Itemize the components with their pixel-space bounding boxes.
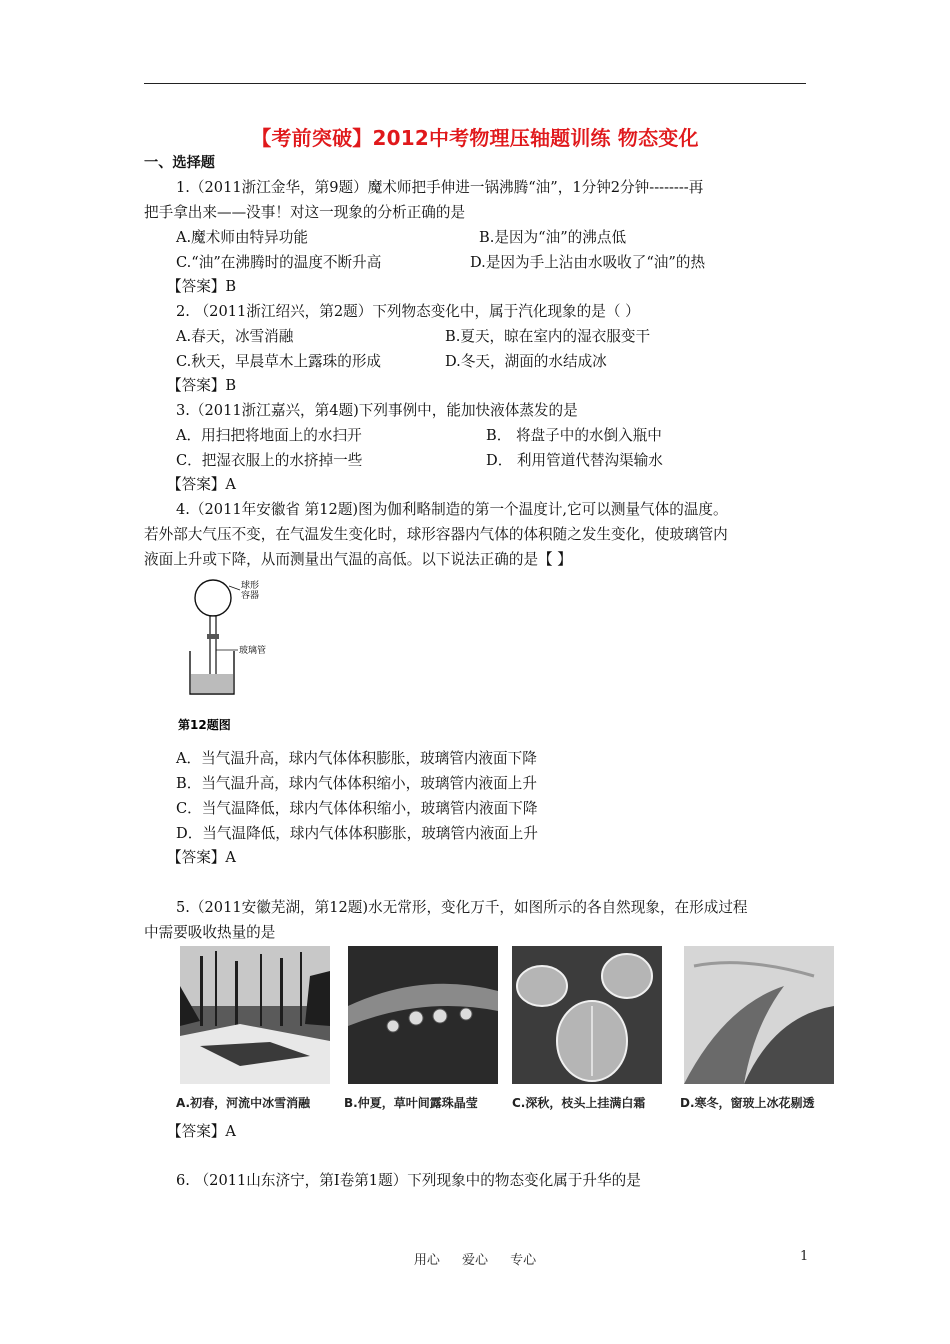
q1-stem-line1: 1.（2011浙江金华，第9题）魔术师把手伸进一锅沸腾“油”，1分钟2分钟--------再 [176, 179, 704, 196]
q1-option-c: C.“油”在沸腾时的温度不断升高 [176, 254, 382, 271]
q2-stem: 2. （2011浙江绍兴，第2题）下列物态变化中，属于汽化现象的是（ ） [176, 303, 640, 320]
q4-stem-line3: 液面上升或下降，从而测量出气温的高低。以下说法正确的是【 】 [144, 551, 572, 568]
q3-answer: 【答案】A [167, 476, 236, 493]
glass-tube [210, 616, 216, 678]
q2-option-c: C.秋天，早晨草木上露珠的形成 [176, 353, 382, 370]
q4-stem-line2: 若外部大气压不变，在气温发生变化时，球形容器内气体的体积随之发生变化，使玻璃管内 [144, 526, 728, 543]
q1-option-a: A.魔术师由特异功能 [176, 229, 308, 246]
q3-option-c: C．把湿衣服上的水挤掉一些 [176, 452, 363, 469]
q4-option-a: A．当气温升高，球内气体体积膨胀，玻璃管内液面下降 [176, 750, 537, 767]
caption-b: B.仲夏，草叶间露珠晶莹 [344, 1096, 478, 1110]
q1-answer: 【答案】B [167, 278, 237, 295]
q3-stem: 3.（2011浙江嘉兴，第4题)下列事例中，能加快液体蒸发的是 [176, 402, 578, 419]
footer-word-3: 专心 [510, 1253, 537, 1268]
footer-word-2: 爱心 [461, 1253, 488, 1268]
q5-stem-line1: 5.（2011安徽芜湖，第12题)水无常形，变化万千，如图所示的各自然现象，在形成过程 [176, 899, 748, 916]
q1-option-b: B.是因为“油”的沸点低 [479, 229, 627, 246]
q5-answer: 【答案】A [167, 1123, 236, 1140]
q6-stem: 6. （2011山东济宁，第Ⅰ卷第1题）下列现象中的物态变化属于升华的是 [176, 1172, 641, 1189]
photo-dewdrops [348, 946, 498, 1084]
q1-stem-line2: 把手拿出来——没事！对这一现象的分析正确的是 [144, 204, 466, 221]
q2-option-a: A.春天，冰雪消融 [176, 328, 294, 345]
q4-option-b: B．当气温升高，球内气体体积缩小，玻璃管内液面上升 [176, 775, 537, 792]
q2-option-b: B.夏天，晾在室内的湿衣服变干 [445, 328, 651, 345]
q1-option-d: D.是因为手上沾由水吸收了“油”的热 [470, 254, 706, 271]
footer-word-1: 用心 [413, 1253, 440, 1268]
section-heading: 一、选择题 [144, 155, 215, 171]
photo-frost-leaves [512, 946, 662, 1084]
q4-option-c: C．当气温降低，球内气体体积缩小，玻璃管内液面下降 [176, 800, 538, 817]
caption-a: A.初春，河流中冰雪消融 [176, 1096, 311, 1110]
page-title: 【考前突破】2012中考物理压轴题训练 物态变化 [251, 126, 699, 150]
photo-river-ice [180, 946, 330, 1084]
photo-window-frost [684, 946, 834, 1084]
q2-option-d: D.冬天，湖面的水结成冰 [445, 353, 607, 370]
figure-caption: 第12题图 [178, 718, 231, 732]
galileo-thermometer-figure [176, 576, 276, 736]
q4-stem-line1: 4.（2011年安徽省 第12题)图为伽利略制造的第一个温度计,它可以测量气体的温度。 [176, 501, 728, 518]
beaker-liquid [191, 674, 233, 693]
header-rule [144, 83, 806, 84]
q4-option-d: D．当气温降低，球内气体体积膨胀，玻璃管内液面上升 [176, 825, 538, 842]
q5-photo-strip [176, 946, 838, 1116]
q4-answer: 【答案】A [167, 849, 236, 866]
caption-c: C.深秋，枝头上挂满白霜 [512, 1096, 646, 1110]
thermometer-bulb [195, 580, 231, 616]
q5-stem-line2: 中需要吸收热量的是 [144, 924, 276, 941]
page-number: 1 [800, 1249, 809, 1264]
q3-option-d: D． 利用管道代替沟渠输水 [486, 452, 663, 469]
label-bulb-2: 容器 [241, 591, 260, 601]
label-bulb-1: 球形 [241, 581, 260, 591]
tube-clamp [207, 634, 219, 639]
caption-d: D.寒冬，窗玻上冰花剔透 [680, 1096, 815, 1110]
bulb-pointer [229, 586, 240, 590]
q3-option-a: A．用扫把将地面上的水扫开 [176, 427, 362, 444]
q2-answer: 【答案】B [167, 377, 237, 394]
q3-option-b: B． 将盘子中的水倒入瓶中 [486, 427, 662, 444]
label-tube: 玻璃管 [239, 646, 267, 656]
